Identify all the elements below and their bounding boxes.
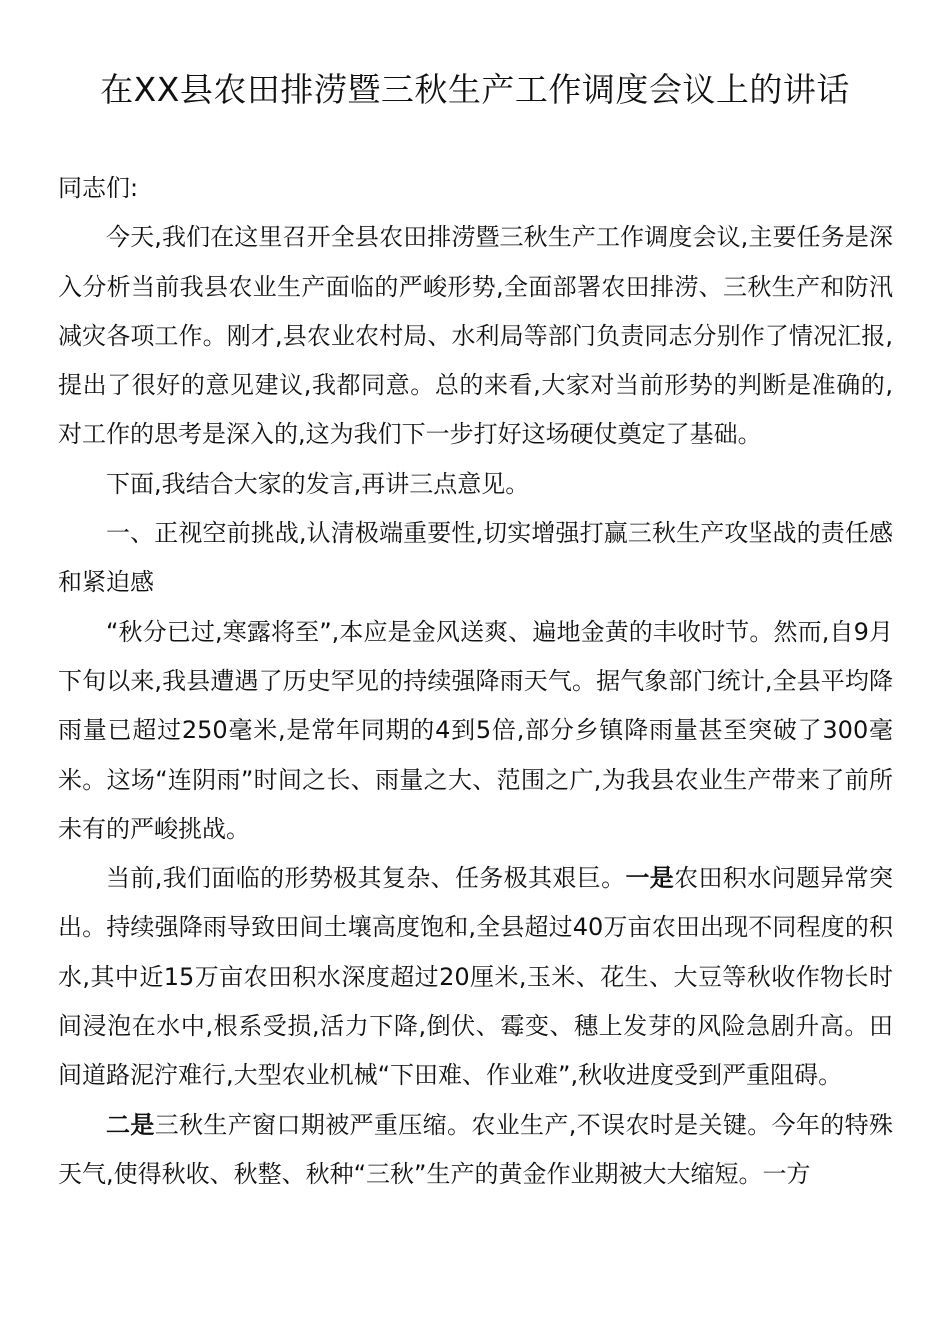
- paragraph-situation: [58, 854, 893, 1100]
- document-body: [58, 164, 893, 1199]
- paragraph-weather: “秋分已过,寒露将至”,本应是金风送爽、遍地金黄的丰收时节。然而,自9月下旬以来,我县遭遇了历史罕见的持续强降雨天气。据气象部门统计,全县平均降雨量已超过250毫米,是常年同期的4到5倍,部分乡镇降雨量甚至突破了300毫米。这场“连阴雨”时间之长、雨量之大、范围之广,为我县农业生产带来了前所未有的严峻挑战。: [58, 617, 893, 843]
- point-two-text: 三秋生产窗口期被严重压缩。农业生产,不误农时是关键。今年的特殊天气,使得秋收、秋整、秋种“三秋”生产的黄金作业期被大大缩短。一方: [58, 1110, 893, 1188]
- point-one-text: 农田积水问题异常突出。持续强降雨导致田间土壤高度饱和,全县超过40万亩农田出现不同程度的积水,其中近15万亩农田积水深度超过20厘米,玉米、花生、大豆等秋收作物长时间浸泡在水中,根系受损,活力下降,倒伏、霉变、穗上发芽的风险急剧升高。田间道路泥泞难行,大型农业机械“下田难、作业难”,秋收进度受到严重阻碍。: [58, 864, 893, 1090]
- point-two-label: 二是: [106, 1110, 155, 1139]
- paragraph-transition: 下面,我结合大家的发言,再讲三点意见。: [106, 469, 530, 498]
- salutation: 同志们:: [58, 174, 139, 202]
- paragraph-point-two: [58, 1101, 893, 1200]
- paragraph-opening: 今天,我们在这里召开全县农田排涝暨三秋生产工作调度会议,主要任务是深入分析当前我县农业生产面临的严峻形势,全面部署农田排涝、三秋生产和防汛减灾各项工作。刚才,县农业农村局、水利局等部门负责同志分别作了情况汇报,提出了很好的意见建议,我都同意。总的来看,大家对当前形势的判断是准确的,对工作的思考是深入的,这为我们下一步打好这场硬仗奠定了基础。: [58, 223, 893, 449]
- paragraph-situation-prefix: 当前,我们面临的形势极其复杂、任务极其艰巨。: [106, 864, 626, 893]
- document-title: 在XX县农田排涝暨三秋生产工作调度会议上的讲话: [100, 70, 850, 109]
- point-one-label: 一是: [625, 864, 675, 893]
- section-heading-1: 一、正视空前挑战,认清极端重要性,切实增强打赢三秋生产攻坚战的责任感和紧迫感: [58, 519, 893, 597]
